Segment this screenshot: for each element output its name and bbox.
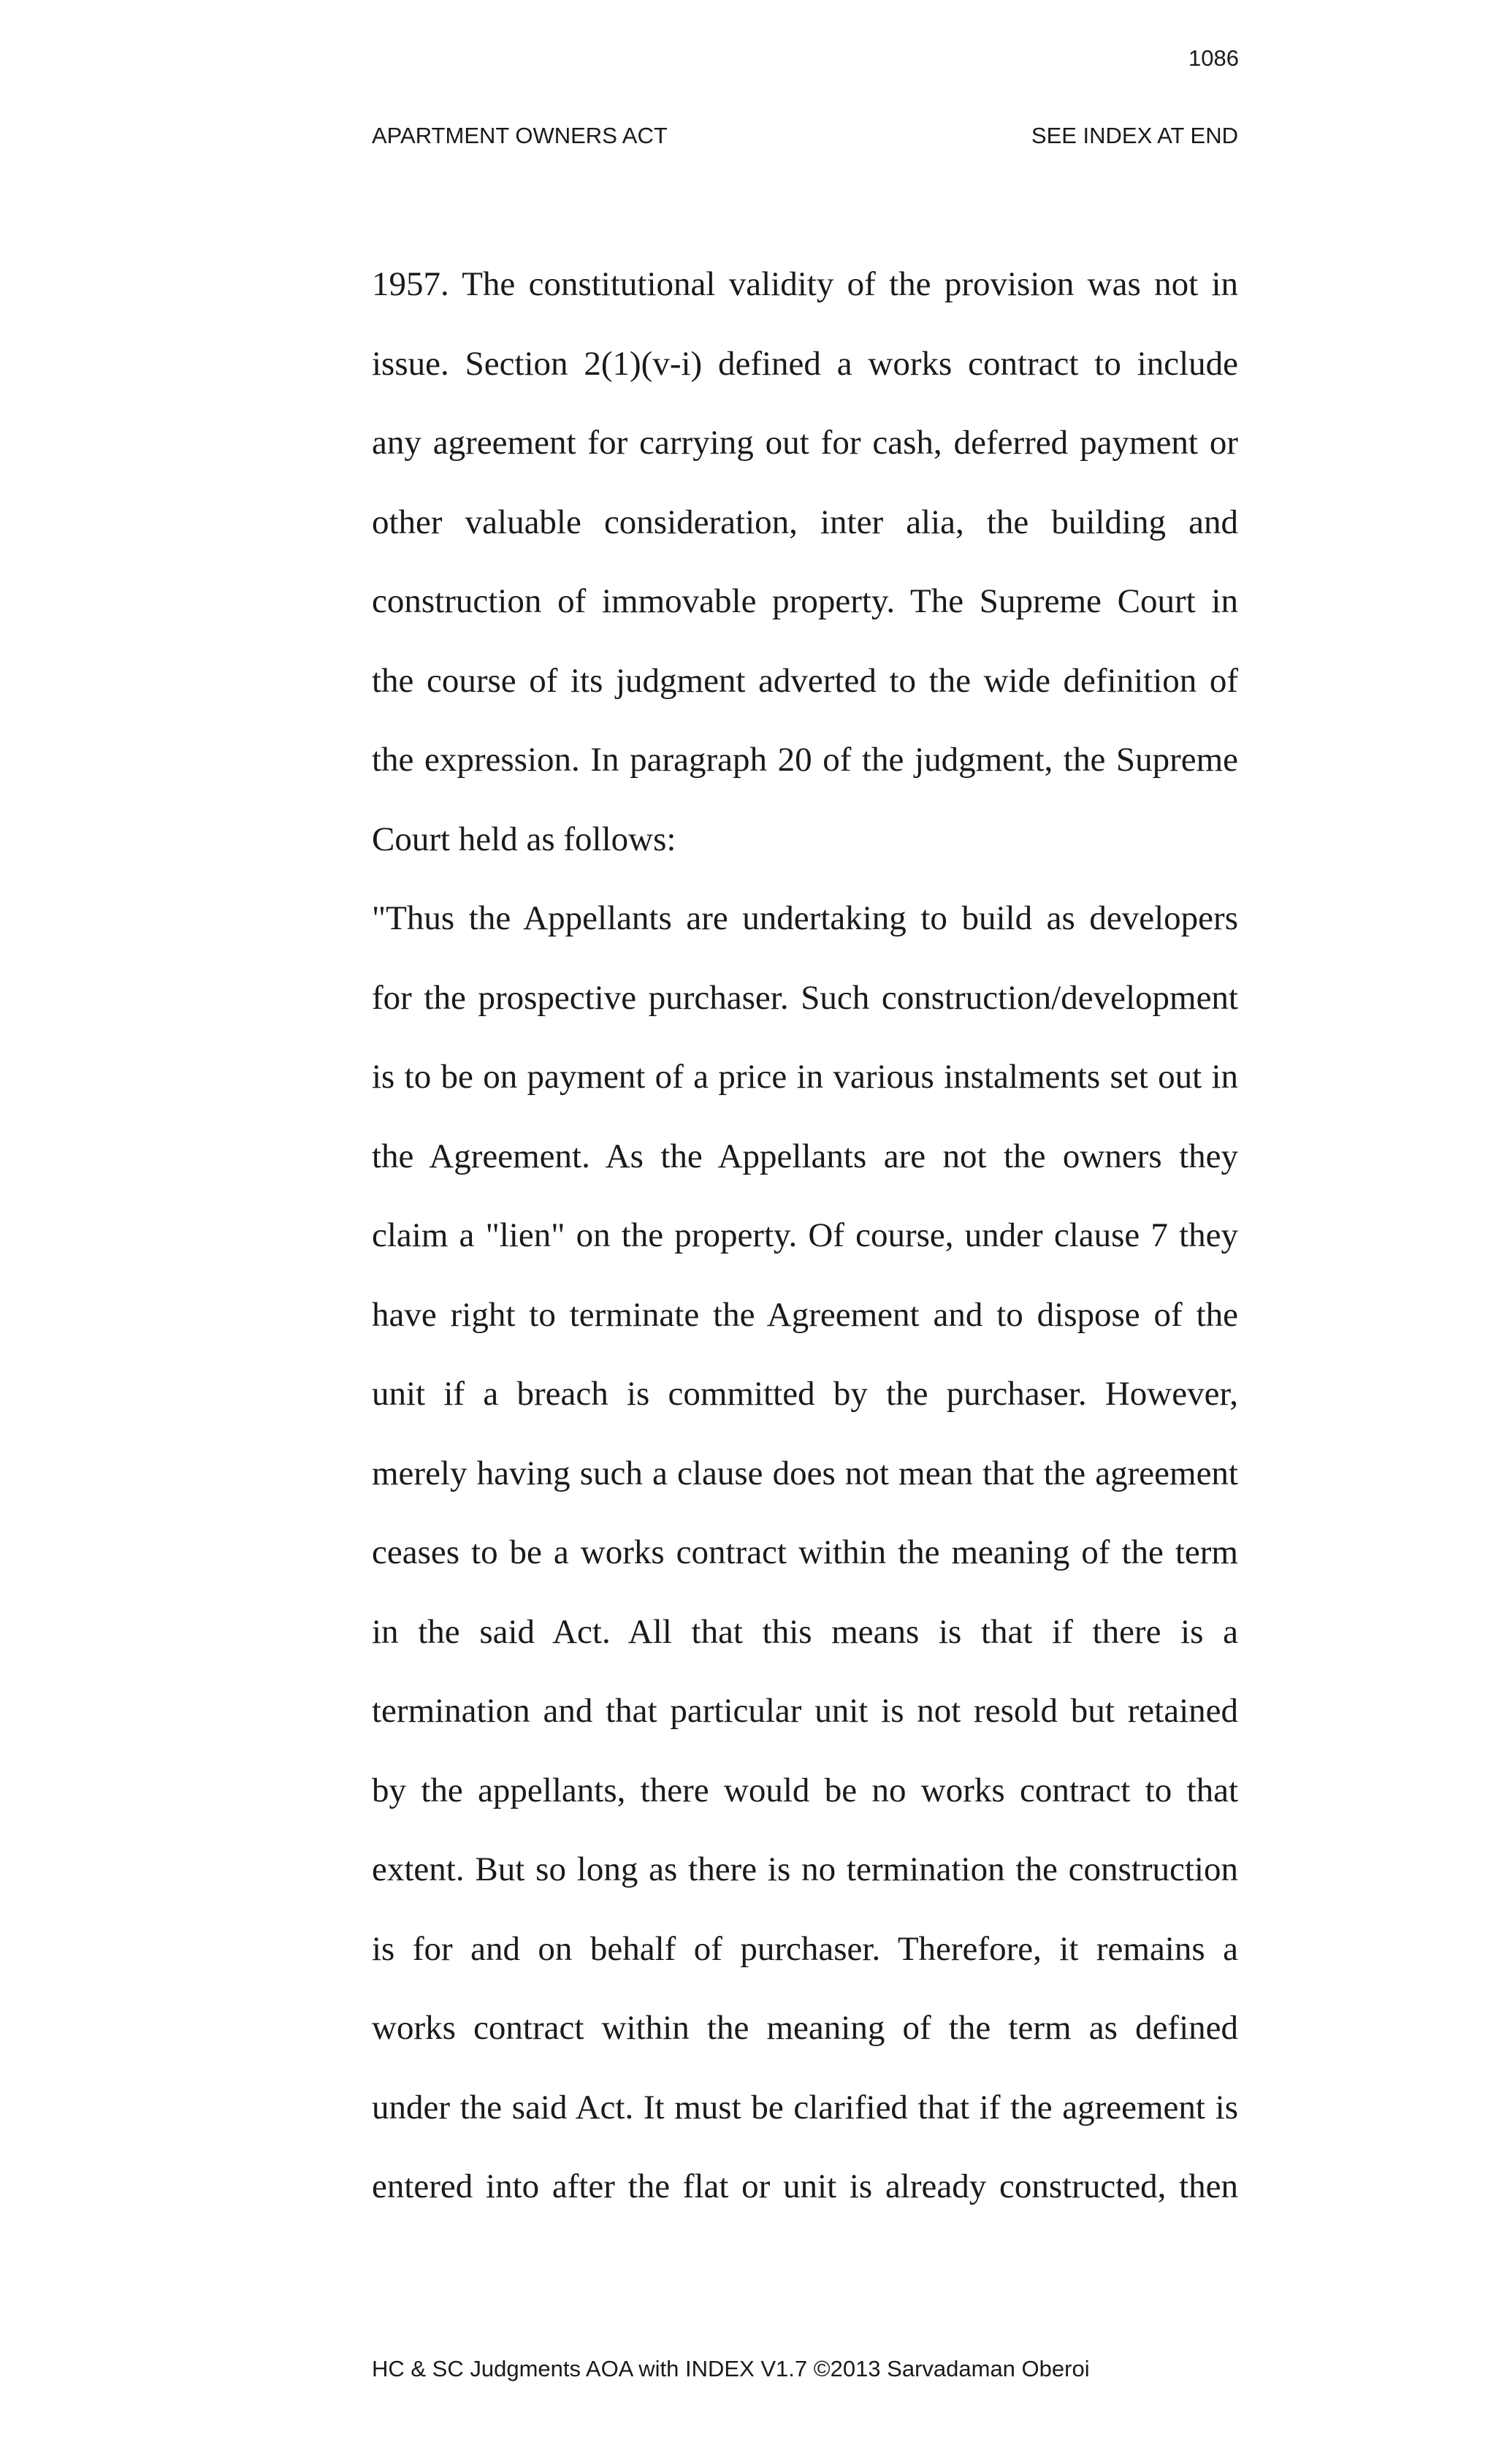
quote-line: is for and on behalf of purchaser. Therefore, it remains a	[372, 1929, 1238, 1968]
text-line: construction of immovable property. The Supreme Court in	[372, 582, 1238, 620]
quote-line: entered into after the flat or unit is already constructed, then	[372, 2167, 1238, 2205]
text-line: the expression. In paragraph 20 of the judgment, the Supreme	[372, 741, 1238, 779]
page-number: 1086	[1188, 45, 1239, 71]
quote-line: the Agreement. As the Appellants are not the owners they	[372, 1137, 1238, 1175]
quote-line: "Thus the Appellants are undertaking to build as developers	[372, 899, 1238, 937]
quote-line: in the said Act. All that this means is that if there is a	[372, 1612, 1238, 1651]
quote-line: by the appellants, there would be no works contract to that	[372, 1771, 1238, 1809]
quote-line: termination and that particular unit is not resold but retained	[372, 1692, 1238, 1730]
quote-line: for the prospective purchaser. Such construction/development	[372, 978, 1238, 1017]
quote-line: ceases to be a works contract within the meaning of the term	[372, 1533, 1238, 1571]
text-line: the course of its judgment adverted to the wide definition of	[372, 661, 1238, 700]
quote-line: claim a "lien" on the property. Of course, under clause 7 they	[372, 1216, 1238, 1254]
text-line: other valuable consideration, inter alia, the building and	[372, 503, 1238, 541]
quote-line: unit if a breach is committed by the purchaser. However,	[372, 1375, 1238, 1413]
document-body	[372, 245, 1238, 2227]
page-footer: HC & SC Judgments AOA with INDEX V1.7 ©2013 Sarvadaman Oberoi	[372, 2356, 1090, 2381]
quote-line: under the said Act. It must be clarified that if the agreement is	[372, 2088, 1238, 2127]
text-line: 1957. The constitutional validity of the provision was not in	[372, 265, 1238, 303]
quote-line: works contract within the meaning of the term as defined	[372, 2009, 1238, 2047]
header-index-note: SEE INDEX AT END	[1031, 123, 1238, 148]
quote-line: is to be on payment of a price in various instalments set out in	[372, 1058, 1238, 1096]
quote-line: have right to terminate the Agreement and to dispose of the	[372, 1295, 1238, 1334]
quote-line: merely having such a clause does not mean that the agreement	[372, 1454, 1238, 1492]
text-line: issue. Section 2(1)(v-i) defined a works contract to include	[372, 344, 1238, 383]
text-line: any agreement for carrying out for cash, deferred payment or	[372, 424, 1238, 462]
text-line: Court held as follows:	[372, 820, 676, 858]
header-title: APARTMENT OWNERS ACT	[372, 123, 668, 148]
quote-line: extent. But so long as there is no termination the construction	[372, 1850, 1238, 1888]
running-header	[372, 123, 1238, 149]
